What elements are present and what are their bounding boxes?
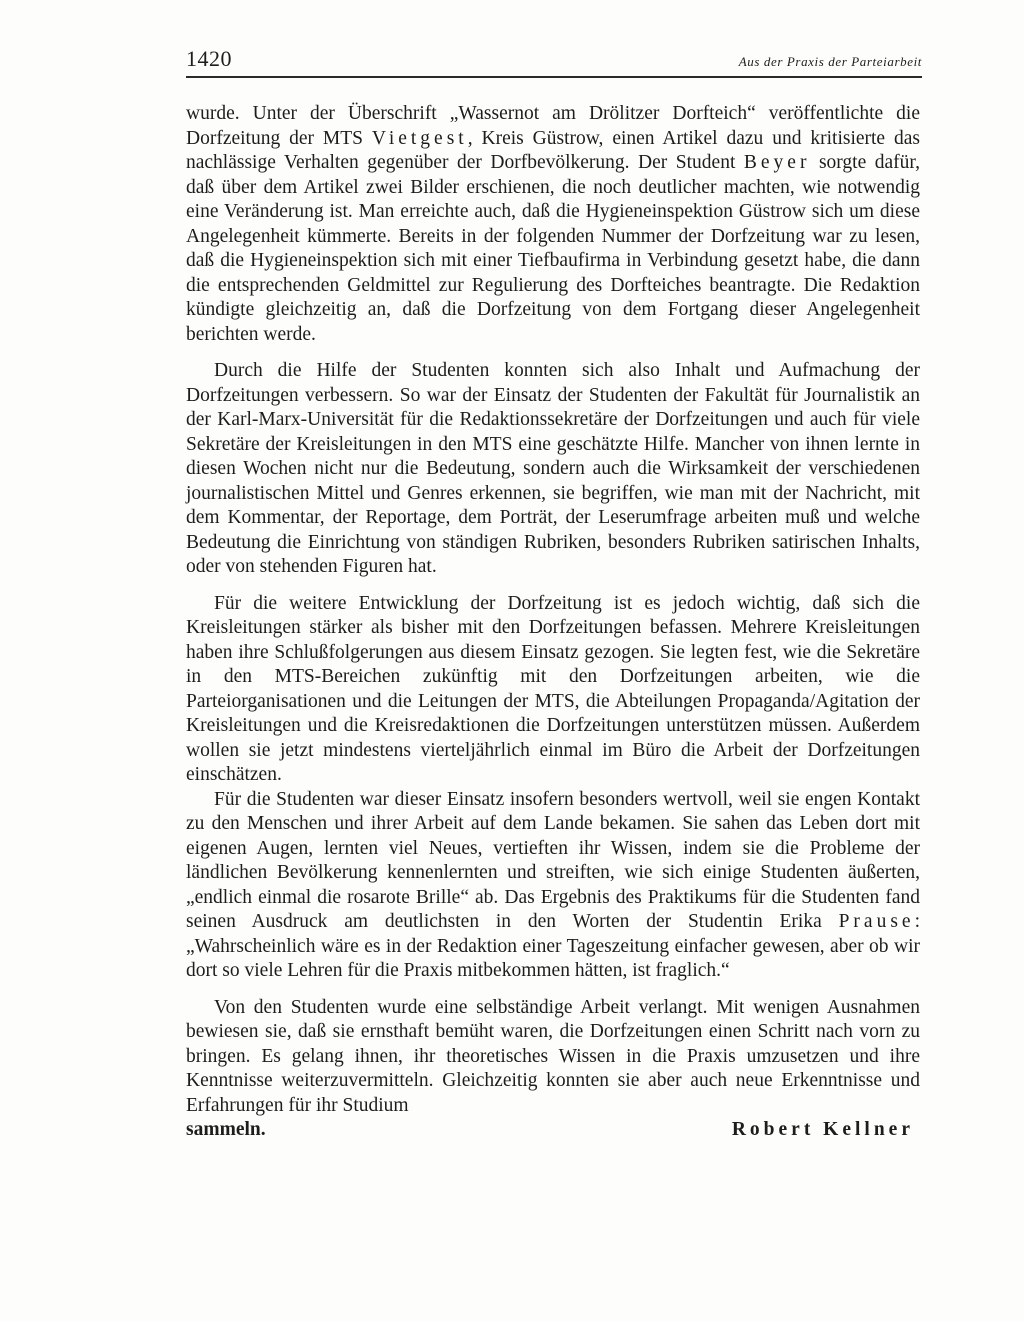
spaced-name: Vietgest [371,127,468,149]
spaced-name: Beyer [743,152,811,173]
article-body [186,102,920,1144]
paragraph [186,592,920,788]
paragraph [186,788,920,984]
spaced-name: Prause [838,911,915,932]
running-title: Aus der Praxis der Parteiarbeit [738,54,922,69]
closing-line: sammeln. [186,1119,266,1140]
text-run: Für die weitere Entwicklung der Dorfzeitung ist es jedoch wichtig, daß sich die Kreisleitungen stärker als bisher mit den Dorfzeitungen befassen. Mehrere Kreisleitungen haben ihre Schlußfolgerungen aus diesem Einsatz gezogen. Sie legten fest, wie die Sekretäre in den MTS-Bereichen zukünftig mit den Dorfzeitungen arbeiten, wie die Parteiorganisationen und die Leitungen der MTS, die Abteilungen Propaganda/Agitation der Kreisleitungen und die Kreisredaktionen die Dorfzeitungen unterstützen müssen. Außerdem wollen sie jetzt mindestens vierteljährlich einmal im Büro die Arbeit der Dorfzeitungen einschätzen. [186,592,920,785]
page-number: 1420 [186,46,232,71]
text-run: Für die Studenten war dieser Einsatz insofern besonders wertvoll, weil sie engen Kontakt zu den Menschen und ihrer Arbeit auf dem Lande bekamen. Sie sahen das Leben dort mit eigenen Augen, lernten viel Neues, vertieften ihr Wissen, indem sie die Probleme der ländlichen Bevölkerung kennenlernten und streiften, wie sich einige Studenten äußerten, „endlich einmal die rosarote Brille“ ab. Das Ergebnis des Praktikums für die Studenten fand seinen Ausdruck am deutlichsten in den Worten der Studentin Erika [186,788,920,932]
paragraph [186,102,920,347]
text-run: : „Wahrscheinlich wäre es in der Redaktion einer Tageszeitung einfacher gewesen, aber ob wir dort so viele Lehren für die Praxis mitbekommen hätten, ist fraglich.“ [186,911,920,981]
text-run: , Kreis Güstrow, einen Artikel dazu und kritisierte das nachlässige Verhalten gegenüber der Dorfbevölkerung. Der Student [186,127,920,173]
text-run: sorgte dafür, daß über dem Artikel zwei Bilder erschienen, die noch deutlicher machten, wie notwendig eine Veränderung ist. Man erreichte auch, daß die Hygieneinspektion Güstrow sich um diese Angelegenheit kümmerte. Bereits in der folgenden Nummer der Dorfzeitung war zu lesen, daß die Hygieneinspektion sich mit einer Tiefbaufirma in Verbindung gesetzt habe, die dann die entsprechenden Geldmittel zur Regulierung des Dorfteiches beantragte. Die Redaktion kündigte gleichzeitig an, daß die Dorfzeitung von dem Fortgang dieser Angelegenheit berichten werde. [186,152,920,345]
article-closing [186,1118,920,1144]
paragraph [186,996,920,1119]
author-signature: Robert Kellner [731,1119,914,1140]
text-run: Durch die Hilfe der Studenten konnten sich also Inhalt und Aufmachung der Dorfzeitungen verbessern. So war der Einsatz der Studenten der Fakultät für Journalistik an der Karl-Marx-Universität für die Redaktionssekretäre der Dorfzeitungen und auch für viele Sekretäre der Kreisleitungen in den MTS eine geschätzte Hilfe. Mancher von ihnen lernte in diesen Wochen nicht nur die Bedeutung, sondern auch die Wirksamkeit der verschiedenen journalistischen Mittel und Genres erkennen, sie begriffen, wie man mit der Nachricht, mit dem Kommentar, der Reportage, dem Porträt, der Leserumfrage arbeiten muß und welche Bedeutung die Einrichtung von ständigen Rubriken, besonders Rubriken satirischen Inhalts, oder von stehenden Figuren hat. [186,360,920,577]
paragraph [186,359,920,580]
page-header [186,44,922,78]
text-run: Von den Studenten wurde eine selbständige Arbeit verlangt. Mit wenigen Ausnahmen bewiesen sie, daß sie ernsthaft bemüht waren, die Dorfzeitungen einen Schritt nach vorn zu bringen. Es gelang ihnen, ihr theoretisches Wissen in die Praxis umzusetzen und ihre Kenntnisse weiterzuvermitteln. Gleichzeitig konnten sie aber auch neue Erkenntnisse und Erfahrungen für ihr Studium [186,996,920,1116]
text-run: wurde. Unter der Überschrift „Wassernot am Drölitzer Dorfteich“ veröffentlichte die Dorfzeitung der MTS [186,103,920,149]
